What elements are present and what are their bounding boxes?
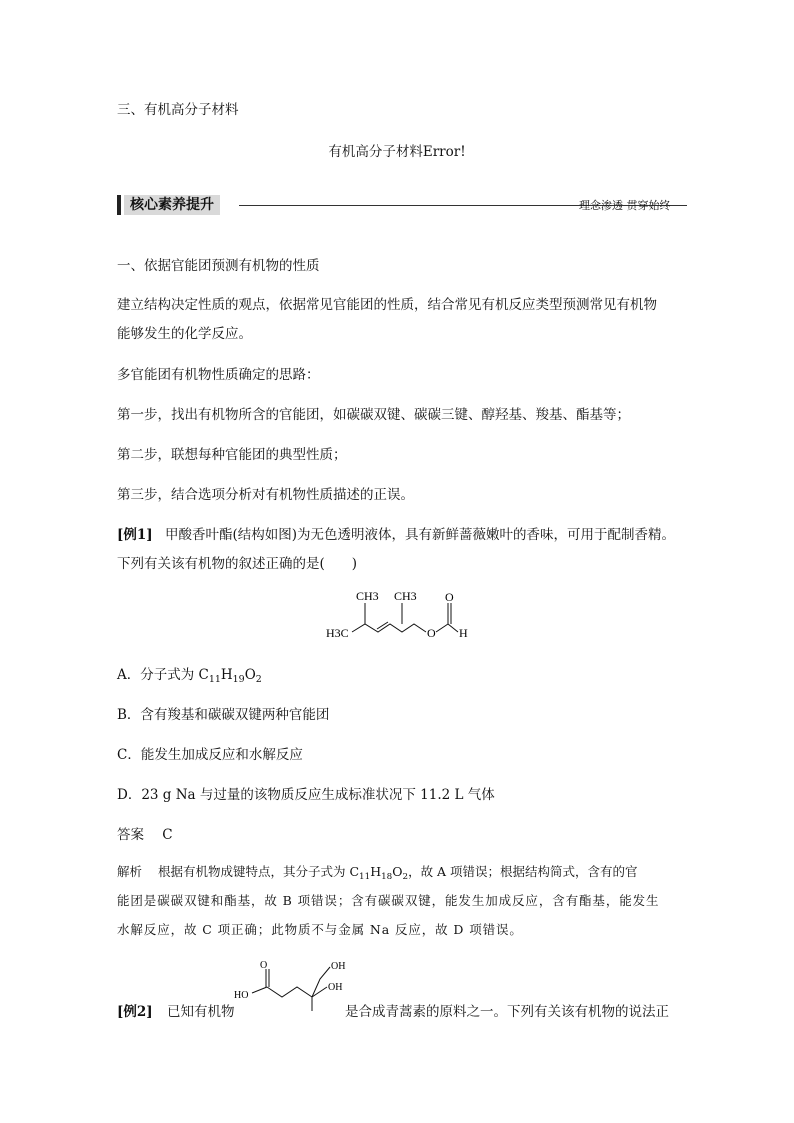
analysis-sub1: 11 — [359, 872, 371, 882]
analysis-h: H — [370, 864, 382, 879]
example2-text-a: 已知有机物 — [166, 1004, 235, 1020]
example1-line1 — [117, 523, 675, 543]
banner-label: 核心素养提升 — [124, 195, 220, 215]
carbonyl-oxygen-label: O — [445, 590, 454, 604]
example2-tag: [例2] — [117, 1004, 153, 1020]
analysis-line2: 能团是碳碳双键和酯基，故 B 项错误；含有碳碳双键，能发生加成反应，含有酯基，能发生 — [117, 893, 660, 908]
analysis-line1 — [117, 862, 638, 882]
option-a-prefix: A．分子式为 C — [117, 667, 209, 683]
step2: 第二步，联想每种官能团的典型性质； — [117, 447, 347, 463]
example1-tag: [例1] — [117, 527, 153, 543]
option-c: C．能发生加成反应和水解反应 — [117, 747, 303, 763]
acid-oxygen-label: O — [260, 960, 268, 971]
answer-label: 答案 — [117, 827, 144, 843]
answer-value: C — [162, 827, 173, 843]
geranyl-formate-structure — [320, 585, 480, 645]
analysis-line3: 水解反应，故 C 项正确；此物质不与金属 Na 反应，故 D 项错误。 — [117, 922, 523, 937]
h3c-label: H3C — [326, 626, 349, 640]
option-a-sub2: 19 — [232, 674, 245, 685]
formyl-h-label: H — [459, 626, 468, 640]
analysis-sub3: 2 — [402, 872, 409, 882]
example1-text: 甲酸香叶酯(结构如图)为无色透明液体，具有新鲜蔷薇嫩叶的香味，可用于配制香精。 — [164, 527, 676, 543]
analysis-o: O — [392, 864, 403, 879]
section-banner — [117, 193, 677, 217]
example1-line2: 下列有关该有机物的叙述正确的是( ) — [117, 556, 358, 572]
example2-start — [117, 1000, 234, 1020]
ch3-label-a: CH3 — [356, 589, 379, 603]
option-b: B．含有羧基和碳碳双键两种官能团 — [117, 707, 330, 723]
analysis-text-b: ，故 A 项错误；根据结构简式，含有的官 — [408, 864, 638, 879]
step3: 第三步，结合选项分析对有机物性质描述的正误。 — [117, 487, 414, 503]
option-a-o: O — [244, 667, 256, 683]
mevalonic-acid-structure — [232, 955, 344, 1015]
analysis-text-a: 根据有机物成键特点，其分子式为 C — [158, 864, 360, 879]
option-a-sub3: 2 — [255, 674, 262, 685]
option-a-sub1: 11 — [208, 674, 221, 685]
part1-heading: 一、依据官能团预测有机物的性质 — [117, 258, 320, 274]
banner-bar — [117, 195, 121, 215]
ch3-label-b: CH3 — [394, 589, 417, 603]
section-heading-3: 三、有机高分子材料 — [117, 102, 239, 118]
centered-title: 有机高分子材料Error! — [328, 144, 466, 160]
option-a — [117, 663, 262, 685]
oh-label-top: OH — [331, 961, 346, 972]
step1: 第一步，找出有机物所含的官能团，如碳碳双键、碳碳三键、醇羟基、羧基、酯基等； — [117, 407, 630, 423]
para1-line2: 能够发生的化学反应。 — [117, 326, 252, 342]
analysis-sub2: 18 — [381, 872, 393, 882]
para2: 多官能团有机物性质确定的思路： — [117, 367, 320, 383]
option-d: D．23 g Na 与过量的该物质反应生成标准状况下 11.2 L 气体 — [117, 787, 495, 803]
acid-ho-label: HO — [234, 990, 249, 1001]
option-a-h: H — [220, 667, 233, 683]
analysis-label: 解析 — [117, 864, 143, 879]
example2-text-b: 是合成青蒿素的原料之一。下列有关该有机物的说法正 — [345, 1004, 669, 1020]
para1-line1: 建立结构决定性质的观点，依据常见官能团的性质，结合常见有机反应类型预测常见有机物 — [117, 297, 657, 313]
ester-oxygen-label: O — [427, 626, 436, 640]
oh-label-side: OH — [328, 982, 343, 993]
banner-motto: 理念渗透 贯穿始终 — [579, 199, 671, 212]
answer-line — [117, 823, 173, 843]
